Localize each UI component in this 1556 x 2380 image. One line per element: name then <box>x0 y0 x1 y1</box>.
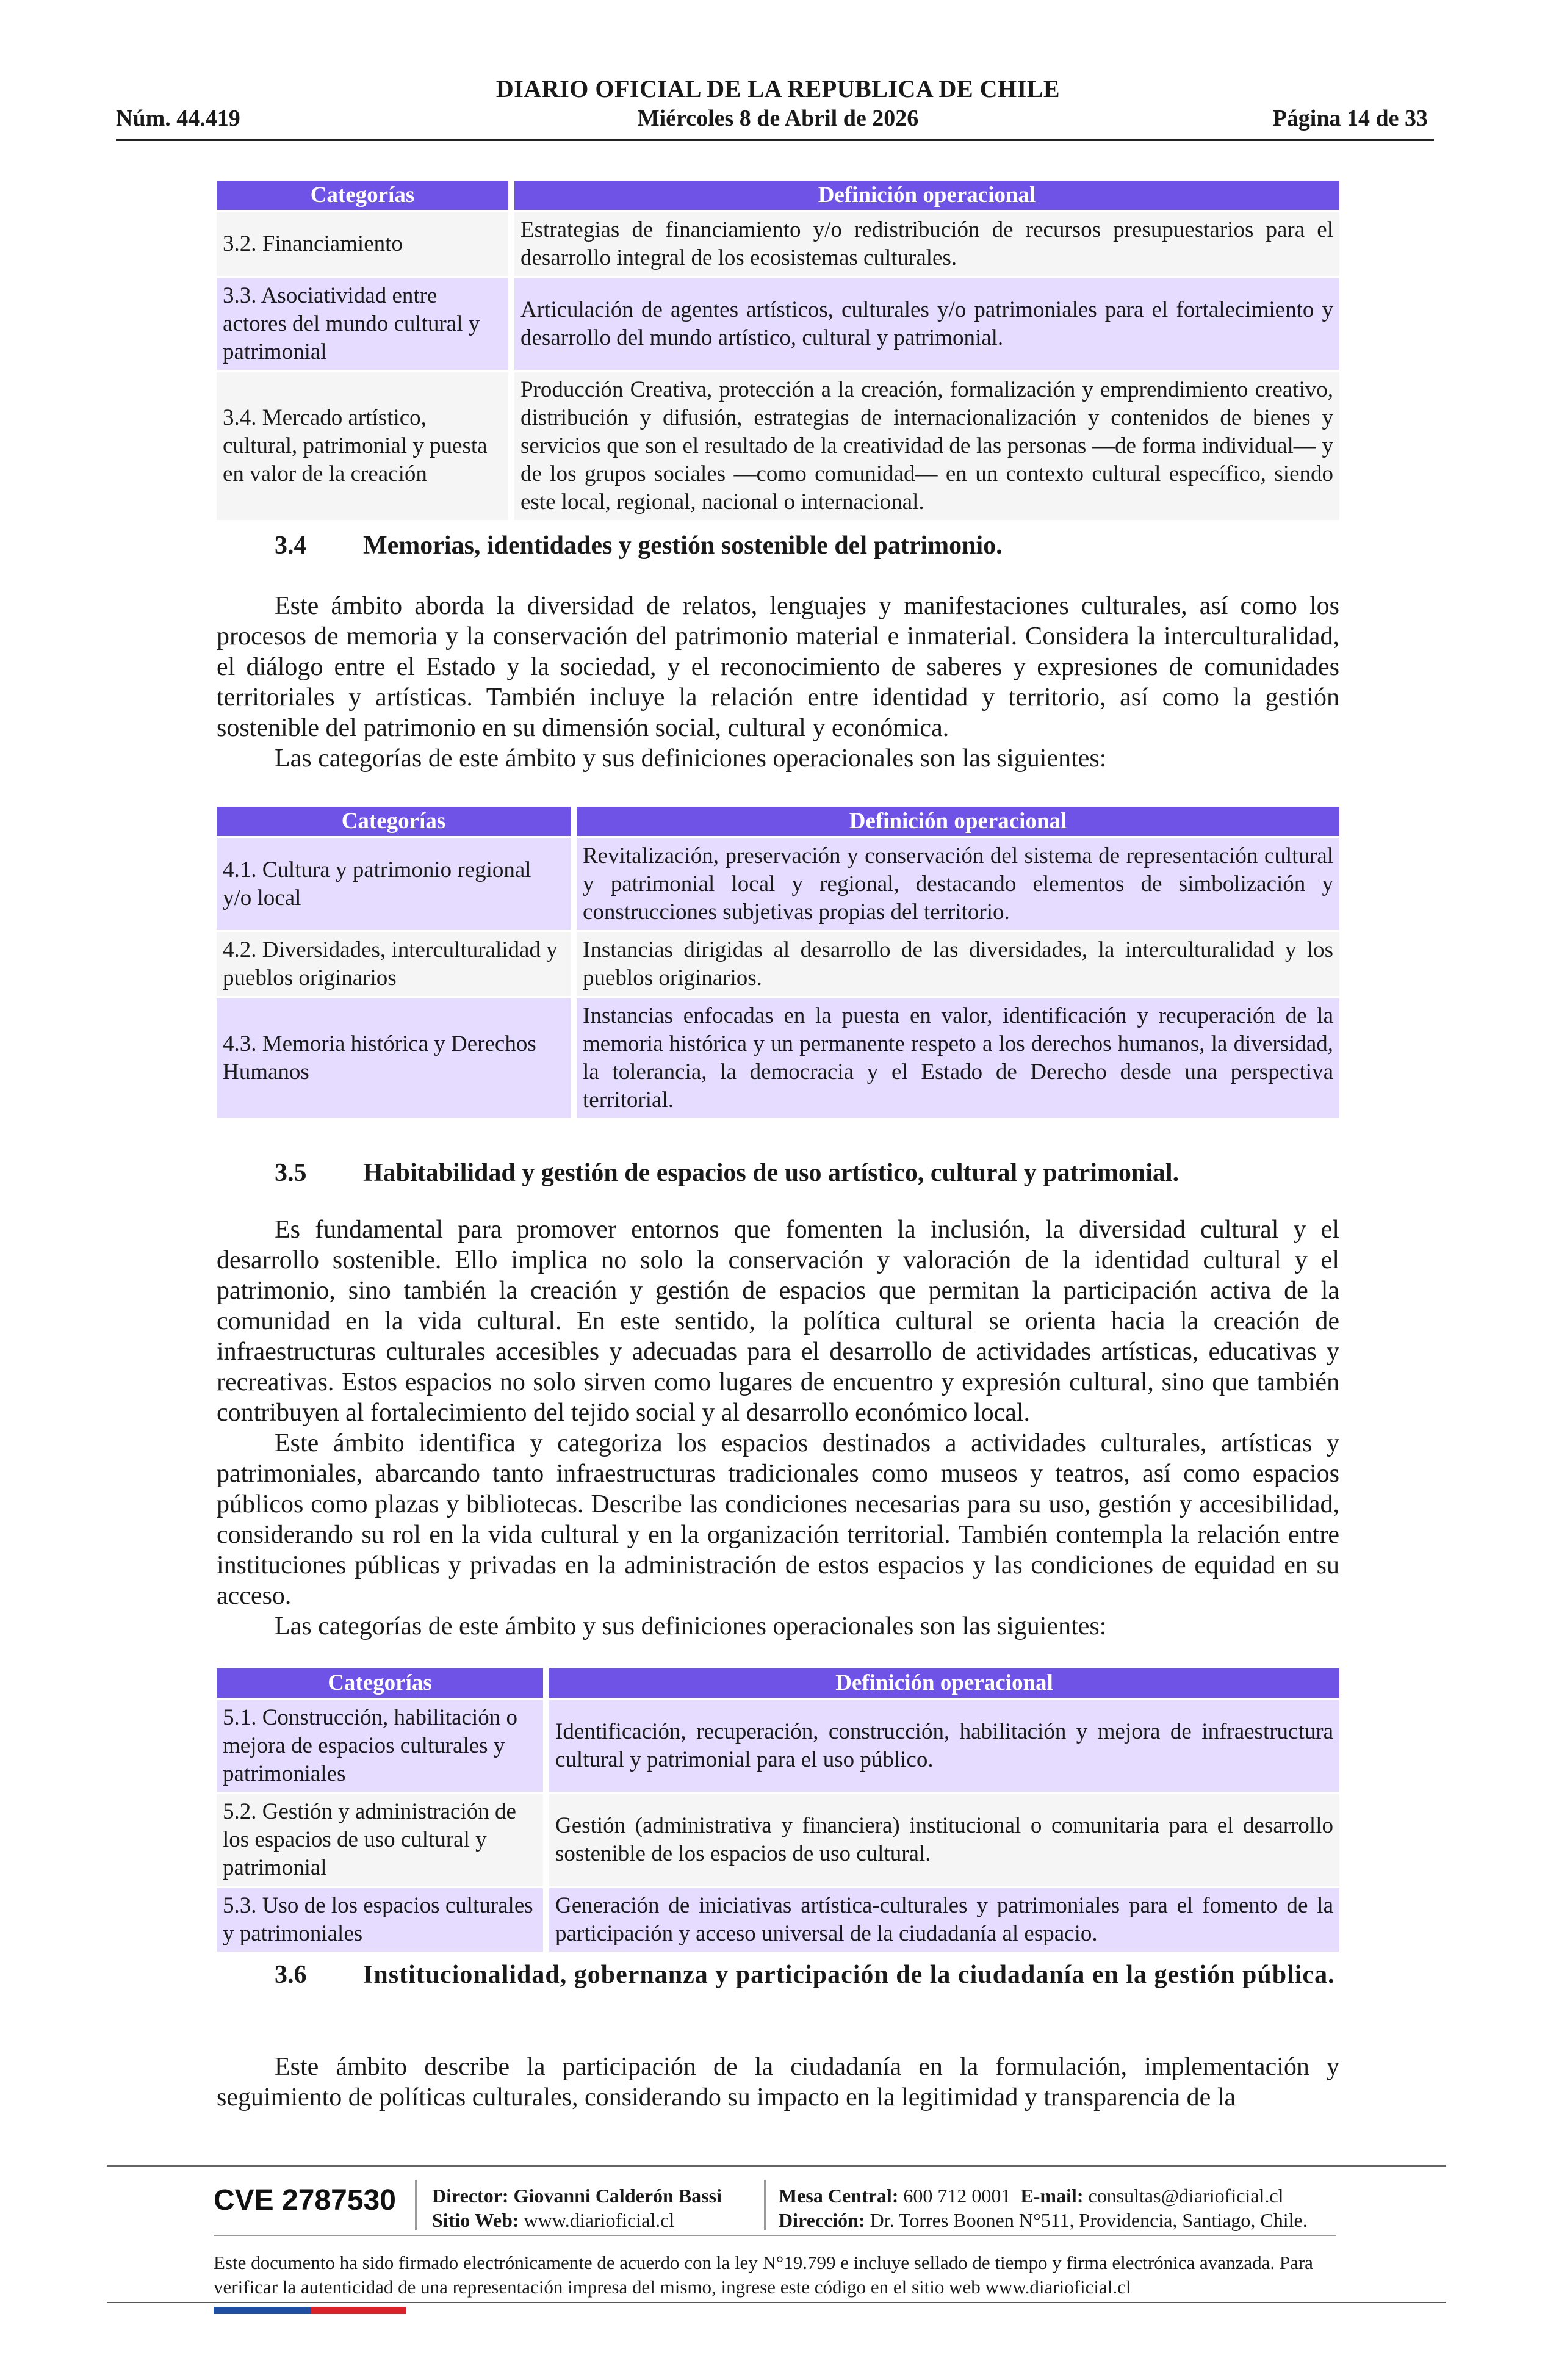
director-name: Giovanni Calderón Bassi <box>513 2185 722 2207</box>
column-header-categories: Categorías <box>217 181 514 210</box>
footer-separator <box>764 2180 766 2230</box>
category-cell: 5.2. Gestión y administración de los espacios de uso cultural y patrimonial <box>217 1794 549 1886</box>
definition-cell: Identificación, recuperación, construcción, habilitación y mejora de infraestructura cultural y patrimonial para el uso público. <box>549 1700 1339 1792</box>
category-cell: 5.1. Construcción, habilitación o mejora de espacios culturales y patrimoniales <box>217 1700 549 1792</box>
column-header-categories: Categorías <box>217 1668 549 1698</box>
table-row <box>217 278 1339 370</box>
category-cell: 4.2. Diversidades, interculturalidad y pueblos originarios <box>217 932 577 996</box>
paragraph: Este ámbito describe la participación de la ciudadanía en la formulación, implementación y seguimiento de políticas culturales, considerando su impacto en la legitimidad y transparencia de la <box>217 2053 1339 2111</box>
category-cell: 5.3. Uso de los espacios culturales y patrimoniales <box>217 1888 549 1952</box>
newspaper-title: DIARIO OFICIAL DE LA REPUBLICA DE CHILE <box>495 75 1061 103</box>
footer-director-block: Director: Giovanni Calderón Bassi Sitio Web: www.diarioficial.cl <box>432 2185 722 2231</box>
column-header-definition: Definición operacional <box>549 1668 1339 1698</box>
footer-contact-block: Mesa Central: 600 712 0001 E-mail: consultas@diarioficial.cl Dirección: Dr. Torres Boonen N°511, Providencia, Santiago, Chile. <box>779 2185 1308 2231</box>
table-row <box>217 1700 1339 1792</box>
column-header-categories: Categorías <box>217 807 577 836</box>
paragraph: Este ámbito aborda la diversidad de relatos, lenguajes y manifestaciones culturales, así como los procesos de memoria y la conservación del patrimonio material e inmaterial. Considera la interculturalidad, el diálogo entre el Estado y la sociedad, y el reconocimiento de saberes y expresiones de comunidades territoriales y artísticas. También incluye la relación entre identidad y territorio, así como la gestión sostenible del patrimonio en su dimensión social, cultural y económica. <box>217 592 1339 742</box>
section-title: Habitabilidad y gestión de espacios de uso artístico, cultural y patrimonial. <box>363 1159 1180 1187</box>
category-cell: 3.4. Mercado artístico, cultural, patrimonial y puesta en valor de la creación <box>217 372 514 520</box>
phone-number: 600 712 0001 <box>903 2185 1011 2207</box>
paragraph: Las categorías de este ámbito y sus definiciones operacionales son las siguientes: <box>275 1612 1107 1640</box>
issue-number: Núm. 44.419 <box>116 106 240 131</box>
category-cell: 3.2. Financiamiento <box>217 212 514 276</box>
flag-stripe-blue <box>214 2307 311 2314</box>
category-cell: 3.3. Asociatividad entre actores del mundo cultural y patrimonial <box>217 278 514 370</box>
table-row <box>217 932 1339 996</box>
email-link[interactable]: consultas@diarioficial.cl <box>1088 2185 1284 2207</box>
section-number: 3.6 <box>275 1961 307 1989</box>
section-number: 3.5 <box>275 1159 307 1187</box>
column-header-definition: Definición operacional <box>514 181 1339 210</box>
footer-separator <box>415 2180 417 2230</box>
page-indicator: Página 14 de 33 <box>1272 106 1428 131</box>
footer-divider <box>214 2235 1336 2236</box>
cve-code: CVE 2787530 <box>214 2184 396 2216</box>
table-row <box>217 212 1339 276</box>
table-row <box>217 1888 1339 1952</box>
paragraph: Es fundamental para promover entornos que fomenten la inclusión, la diversidad cultural y el desarrollo sostenible. Ello implica no solo la conservación y valoración de la identidad cultural y el patrimonio, sino también la creación y gestión de espacios que permitan la participación activa de la comunidad en la vida cultural. En este sentido, la política cultural se orienta hacia la creación de infraestructuras culturales accesibles y adecuadas para el desarrollo de actividades artísticas, educativas y recreativas. Estos espacios no solo sirven como lugares de encuentro y expresión cultural, sino que también contribuyen al fortalecimiento del tejido social y al desarrollo económico local. <box>217 1216 1339 1427</box>
category-cell: 4.1. Cultura y patrimonio regional y/o local <box>217 838 577 930</box>
header-divider <box>116 139 1434 141</box>
category-cell: 4.3. Memoria histórica y Derechos Humanos <box>217 998 577 1118</box>
definition-cell: Instancias dirigidas al desarrollo de las diversidades, la interculturalidad y los pueblos originarios. <box>577 932 1339 996</box>
section-title: Institucionalidad, gobernanza y participación de la ciudadanía en la gestión pública. <box>363 1961 1335 1989</box>
issue-date: Miércoles 8 de Abril de 2026 <box>637 106 919 131</box>
paragraph: Las categorías de este ámbito y sus definiciones operacionales son las siguientes: <box>275 745 1107 773</box>
section-title: Memorias, identidades y gestión sostenible del patrimonio. <box>363 532 1003 560</box>
section-number: 3.4 <box>275 532 307 560</box>
definition-cell: Producción Creativa, protección a la creación, formalización y emprendimiento creativo, distribución y difusión, estrategias de internacionalización y contenidos de bienes y servicios que son el resultado de la creatividad de las personas —de forma individual— y de los grupos sociales —como comunidad— en un contexto cultural específico, siendo este local, regional, nacional o internacional. <box>514 372 1339 520</box>
flag-stripe-red <box>311 2307 406 2314</box>
website-link[interactable]: www.diarioficial.cl <box>524 2209 675 2231</box>
categories-table-5 <box>217 1666 1339 1954</box>
definition-cell: Articulación de agentes artísticos, culturales y/o patrimoniales para el fortalecimiento y desarrollo del mundo artístico, cultural y patrimonial. <box>514 278 1339 370</box>
definition-cell: Revitalización, preservación y conservación del sistema de representación cultural y patrimonial local y regional, destacando elementos de simbolización y construcciones subjetivas propias del territorio. <box>577 838 1339 930</box>
definition-cell: Instancias enfocadas en la puesta en valor, identificación y recuperación de la memoria histórica y un permanente respeto a los derechos humanos, la diversidad, la tolerancia, la democracia y el Estado de Derecho desde una perspectiva territorial. <box>577 998 1339 1118</box>
footer-divider <box>107 2302 1446 2303</box>
categories-table-4 <box>217 804 1339 1120</box>
definition-cell: Estrategias de financiamiento y/o redistribución de recursos presupuestarios para el desarrollo integral de los ecosistemas culturales. <box>514 212 1339 276</box>
signature-notice: Este documento ha sido firmado electrónicamente de acuerdo con la ley N°19.799 e incluye sellado de tiempo y firma electrónica avanzada. Para verificar la autenticidad de una representación impresa del mismo, ingrese este código en el sitio web www.diarioficial.cl <box>214 2252 1313 2298</box>
paragraph: Este ámbito identifica y categoriza los espacios destinados a actividades culturales, artísticas y patrimoniales, abarcando tanto infraestructuras tradicionales como museos y teatros, así como espacios públicos como plazas y bibliotecas. Describe las condiciones necesarias para su uso, gestión y accesibilidad, considerando su rol en la vida cultural y en la organización territorial. También contempla la relación entre instituciones públicas y privadas en la administración de estos espacios y las condiciones de equidad en su acceso. <box>217 1429 1339 1610</box>
column-header-definition: Definición operacional <box>577 807 1339 836</box>
footer-divider <box>107 2165 1446 2167</box>
categories-table-3 <box>217 178 1339 522</box>
table-row <box>217 998 1339 1118</box>
table-row <box>217 838 1339 930</box>
table-row <box>217 372 1339 520</box>
table-row <box>217 1794 1339 1886</box>
definition-cell: Gestión (administrativa y financiera) institucional o comunitaria para el desarrollo sostenible de los espacios de uso cultural. <box>549 1794 1339 1886</box>
definition-cell: Generación de iniciativas artística-culturales y patrimoniales para el fomento de la participación y acceso universal de la ciudadanía al espacio. <box>549 1888 1339 1952</box>
address: Dr. Torres Boonen N°511, Providencia, Santiago, Chile. <box>870 2209 1308 2231</box>
